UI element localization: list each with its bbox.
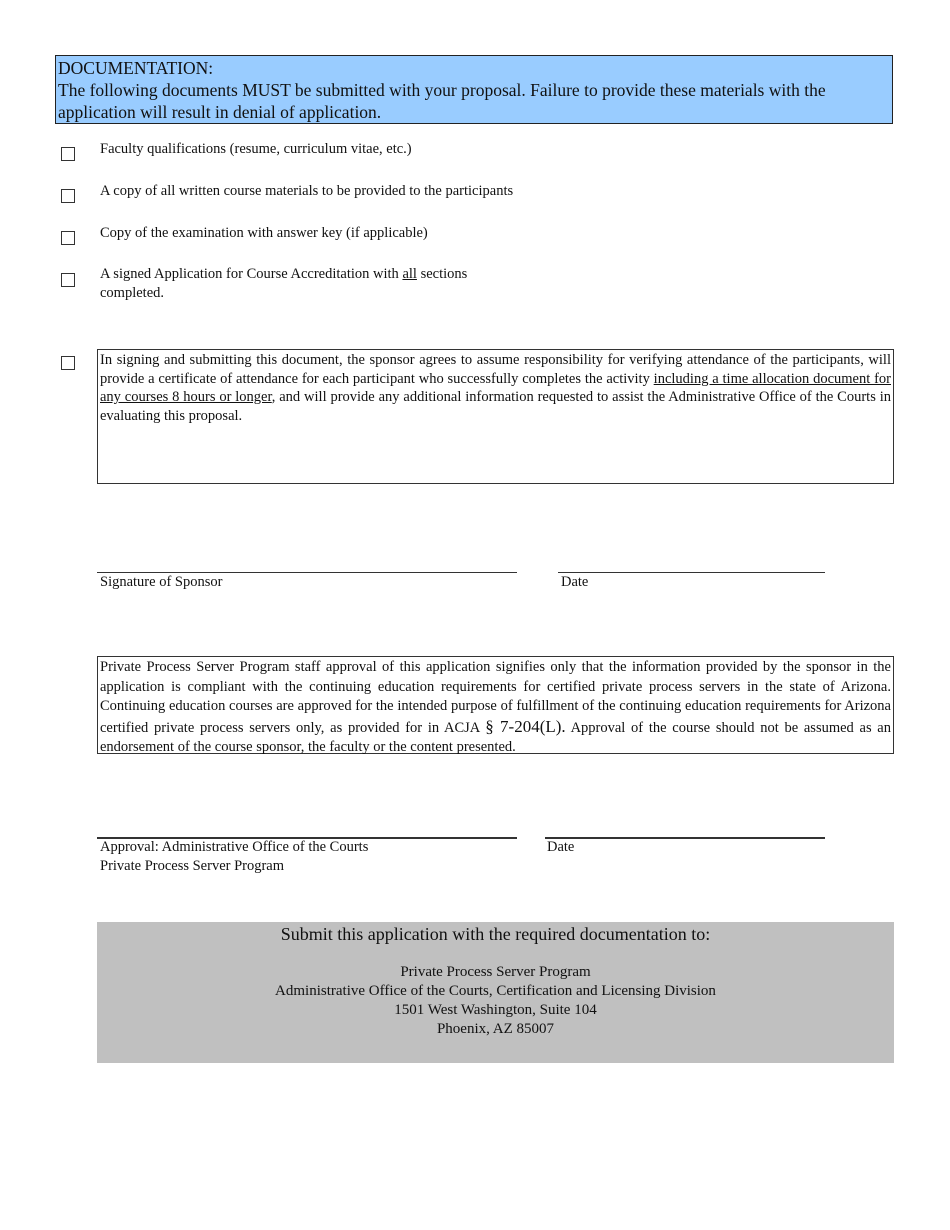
agreement-underlined: including a time allocation document for any courses 8 hours or longer	[100, 370, 891, 405]
checkbox-agreement[interactable]	[61, 356, 75, 370]
checklist-item-materials: A copy of all written course materials to be provided to the participants	[100, 183, 514, 199]
agreement-text: In signing and submitting this document, the sponsor agrees to assume responsibility for verifying attendance of the participants, will provide a certificate of attendance for each participant who successfully completes the activity	[100, 352, 891, 387]
checklist-item-examination: Copy of the examination with answer key (if applicable)	[100, 225, 428, 241]
address-line: Administrative Office of the Courts, Certification and Licensing Division	[275, 983, 716, 999]
documentation-instruction: The following documents MUST be submitted with your proposal. Failure to provide these materials with the application will result in denial of application.	[58, 80, 826, 122]
sponsor-date-label: Date	[561, 574, 589, 590]
sponsor-date-line[interactable]	[558, 572, 825, 573]
agreement-text-end: , and will provide any additional information requested to assist the Administrative Office of the Courts in evaluating this proposal.	[100, 389, 891, 424]
address-line: 1501 West Washington, Suite 104	[394, 1002, 597, 1018]
agreement-box	[97, 349, 894, 484]
signed-application-completed: completed.	[100, 285, 165, 301]
submit-instructions-box	[97, 922, 894, 1063]
approval-notice-box	[97, 656, 894, 754]
address-line: Phoenix, AZ 85007	[436, 1021, 555, 1037]
approval-date-label: Date	[547, 839, 575, 855]
signed-application-text: A signed Application for Course Accreditation with	[100, 266, 403, 282]
approval-date-line[interactable]	[545, 837, 825, 839]
checkbox-faculty-qualifications[interactable]	[61, 147, 75, 161]
sponsor-signature-label: Signature of Sponsor	[100, 574, 223, 590]
checkbox-signed-application[interactable]	[61, 273, 75, 287]
notice-text-end: Approval of the course should not be assumed as an endorsement of the course sponsor, the faculty or the content presented.	[100, 719, 891, 755]
documentation-header	[55, 55, 893, 124]
signed-application-all: all	[402, 266, 417, 282]
checklist-item-signed-application	[100, 265, 467, 303]
approval-label	[100, 838, 368, 876]
checkbox-course-materials[interactable]	[61, 189, 75, 203]
checkbox-examination[interactable]	[61, 231, 75, 245]
documentation-title: DOCUMENTATION:	[58, 58, 214, 78]
notice-statute: § 7-204(L).	[485, 716, 566, 736]
approval-line1: Approval: Administrative Office of the Courts	[100, 839, 369, 855]
submit-title: Submit this application with the required documentation to:	[280, 924, 711, 944]
address-line: Private Process Server Program	[400, 964, 591, 980]
checklist-item-faculty: Faculty qualifications (resume, curriculum vitae, etc.)	[100, 141, 412, 157]
signed-application-sections: sections	[416, 266, 468, 282]
approval-line2: Private Process Server Program	[100, 858, 285, 874]
notice-text: Private Process Server Program staff approval of this application signifies only that the information provided by the sponsor in the application is compliant with the continuing education requirements for certified private process servers in the state of Arizona. Continuing education courses are approved for the intended purpose of fulfillment of the continuing education requirements for Arizona certified private process servers only, as provided for in ACJA	[100, 659, 891, 736]
